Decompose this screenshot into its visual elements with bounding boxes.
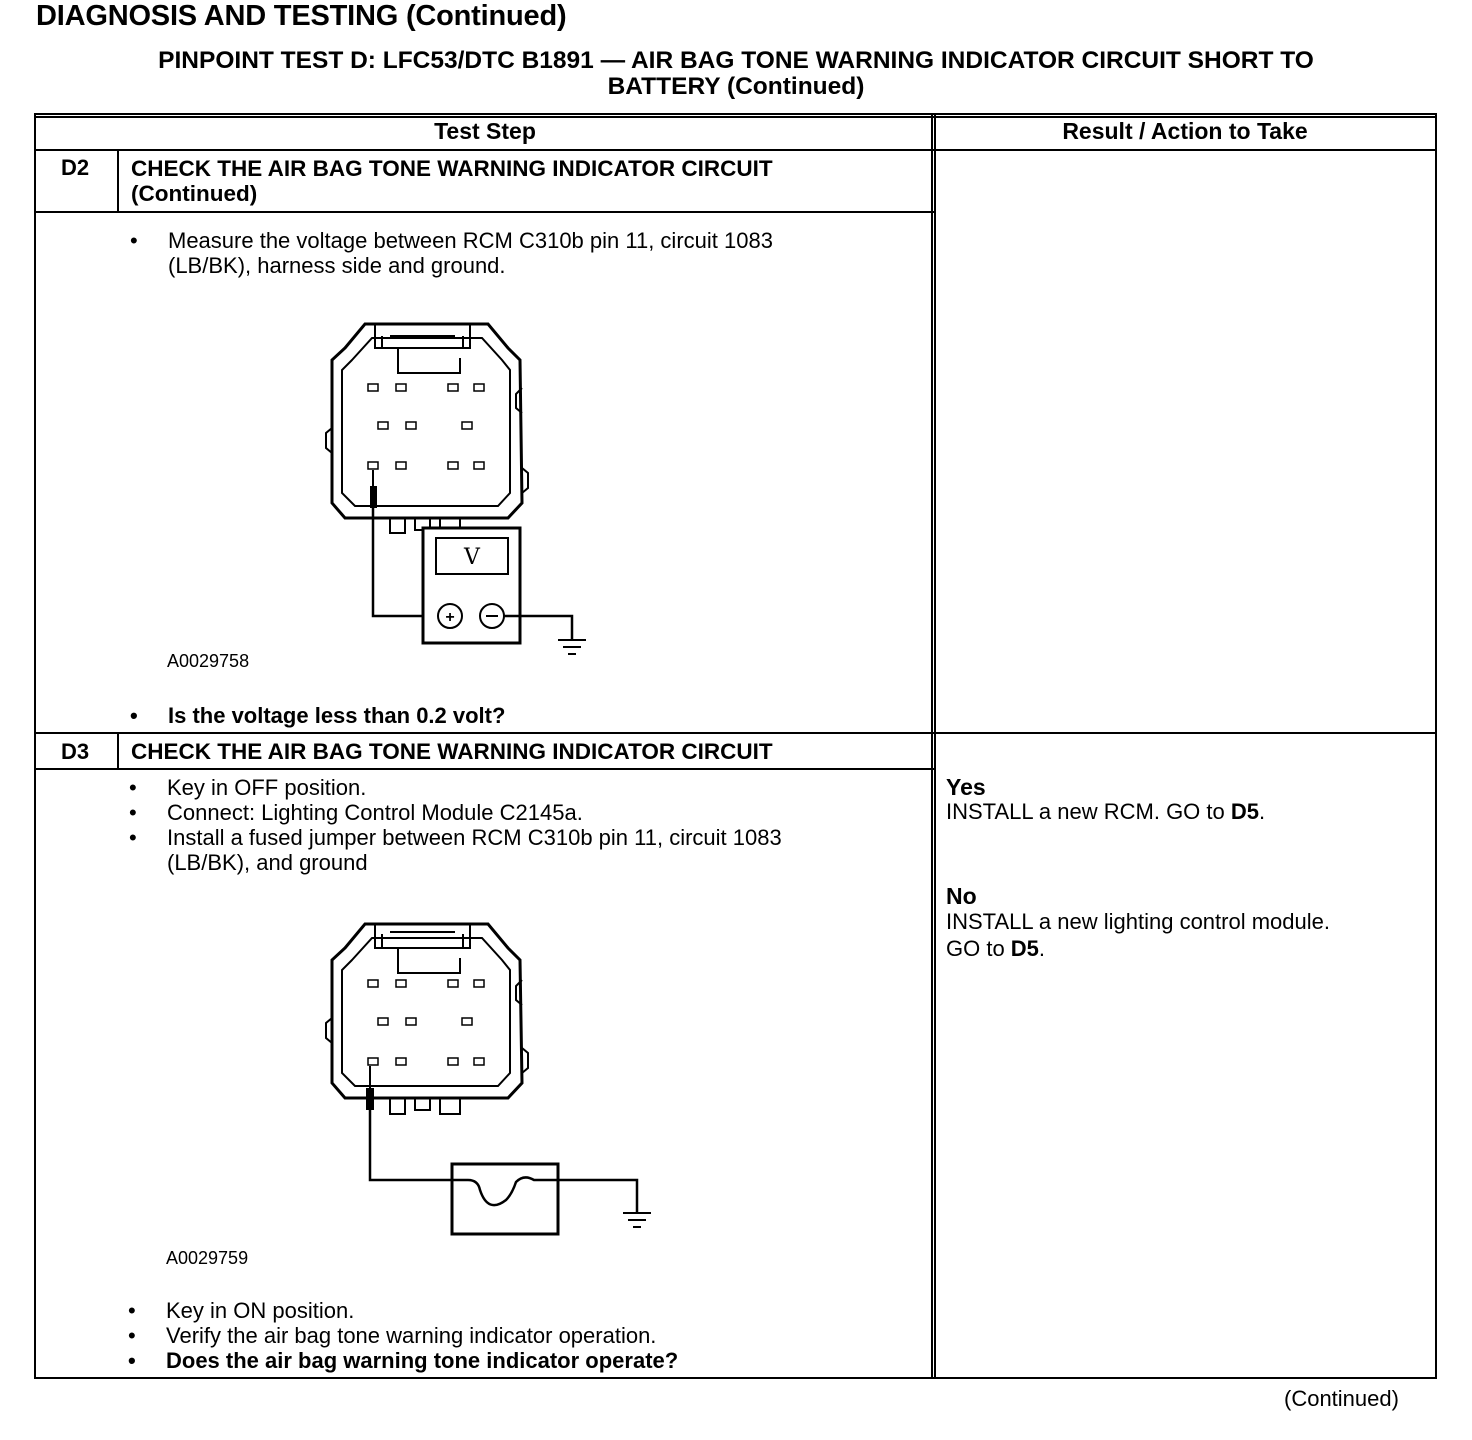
column-header-result: Result / Action to Take [1062,118,1308,144]
d3-bullet-connect [129,800,583,825]
d2-bullet-measure-line-1: Measure the voltage between RCM C310b pin 11, circuit 1083 [168,228,773,253]
step-heading-d2-line-2: (Continued) [131,181,258,206]
d2-question [130,703,506,728]
result-no-label: No [946,883,977,909]
d3-question [128,1348,679,1373]
bullet-icon: • [128,1298,136,1323]
d3-bullet-key-on-text: Key in ON position. [166,1298,355,1323]
result-yes-target: D5 [1230,799,1259,824]
d3-bullet-key-off-text: Key in OFF position. [167,775,367,800]
result-yes-label: Yes [946,774,986,800]
result-no-end: . [1038,936,1046,961]
meter-symbol: V [464,545,480,570]
test-title-line-2: BATTERY (Continued) [607,73,865,100]
result-yes-end: . [1259,799,1266,824]
d3-bullet-verify-text: Verify the air bag tone warning indicator operation. [166,1323,657,1348]
figure-id-d2: A0029758 [167,651,250,671]
d3-bullet-key-off [129,775,367,800]
svg-text:+: + [445,609,455,626]
figure-id-d3: A0029759 [166,1248,249,1268]
bullet-icon: • [129,775,137,800]
d3-bullet-jumper-line-1: Install a fused jumper between RCM C310b pin 11, circuit 1083 [167,825,782,850]
continued-footer: (Continued) [1284,1386,1399,1411]
bullet-icon: • [129,825,137,850]
d2-bullet-measure-line-2: (LB/BK), harness side and ground. [168,253,506,278]
result-yes-text [946,798,1265,825]
bullet-icon: • [129,800,137,825]
result-no-goto: GO to [946,936,1011,961]
step-id-d3: D3 [61,739,90,764]
step-heading-d3: CHECK THE AIR BAG TONE WARNING INDICATOR CIRCUIT [131,739,773,764]
test-title-line-1: PINPOINT TEST D: LFC53/DTC B1891 — AIR BAG TONE WARNING INDICATOR CIRCUIT SHORT TO [158,47,1314,74]
step-id-d2: D2 [61,155,90,180]
step-heading-d2 [131,156,773,206]
result-no-text [946,908,1330,962]
step-heading-d2-line-1: CHECK THE AIR BAG TONE WARNING INDICATOR CIRCUIT [131,156,773,181]
connector-voltmeter-diagram [320,318,600,668]
section-title: DIAGNOSIS AND TESTING (Continued) [36,0,567,32]
d3-bullet-jumper-line-2: (LB/BK), and ground [167,850,368,875]
d3-bullet-connect-text: Connect: Lighting Control Module C2145a. [167,800,583,825]
pinpoint-test-title [36,48,1436,100]
bullet-icon: • [130,703,138,728]
d2-question-text: Is the voltage less than 0.2 volt? [168,703,506,728]
column-header-test-step: Test Step [434,118,536,144]
d3-question-text: Does the air bag warning tone indicator operate? [166,1348,679,1373]
result-no-target: D5 [1010,936,1039,961]
connector-fused-jumper-diagram [320,918,660,1258]
d3-bullet-key-on [128,1298,355,1323]
bullet-icon: • [130,228,138,253]
d3-bullet-jumper [129,825,782,875]
d3-bullet-verify [128,1323,657,1348]
result-yes-action: INSTALL a new RCM. GO to [946,799,1231,824]
bullet-icon: • [128,1323,136,1348]
d2-bullet-measure [130,228,773,278]
result-no-action: INSTALL a new lighting control module. [946,909,1330,934]
bullet-icon: • [128,1348,136,1373]
